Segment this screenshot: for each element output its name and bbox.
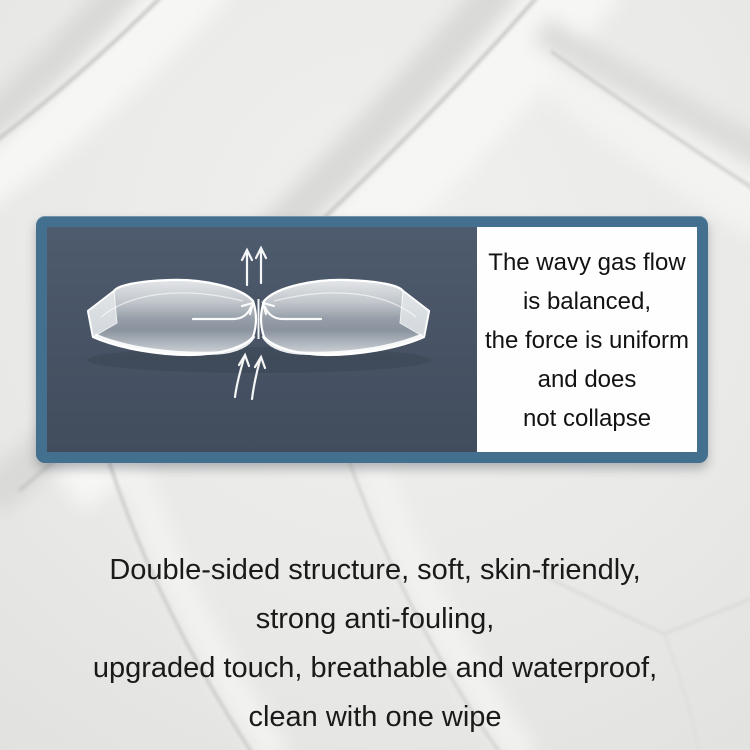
top-outflow-arrows-icon <box>242 248 266 285</box>
info-box-line: is balanced, <box>522 288 652 315</box>
info-box-line: and does <box>537 366 637 393</box>
info-box-line: not collapse <box>522 405 652 432</box>
air-cell-left <box>88 280 256 355</box>
caption-line: strong anti-fouling, <box>255 603 495 635</box>
info-box-line: The wavy gas flow <box>488 249 686 276</box>
air-cell-diagram-svg <box>47 227 477 452</box>
caption <box>0 546 750 742</box>
caption-line: clean with one wipe <box>248 701 502 733</box>
info-box-line: the force is uniform <box>484 327 690 354</box>
feature-panel-inner <box>47 227 697 452</box>
air-cell-right <box>261 280 429 355</box>
caption-line: upgraded touch, breathable and waterproof, <box>92 652 658 684</box>
air-cell-diagram <box>47 227 477 452</box>
caption-line: Double-sided structure, soft, skin-friendly, <box>109 554 641 586</box>
info-box <box>477 227 697 452</box>
feature-panel <box>36 216 708 463</box>
